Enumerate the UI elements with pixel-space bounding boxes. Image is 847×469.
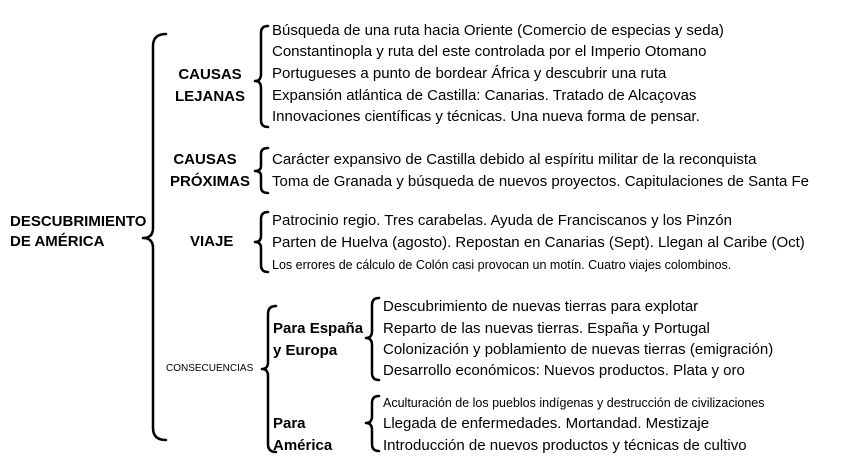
causas-lejanas-item: Portugueses a punto de bordear África y descubrir una ruta: [272, 65, 667, 82]
america-label-line2: América: [273, 437, 333, 454]
causas-lejanas-item: Búsqueda de una ruta hacia Oriente (Comercio de especias y seda): [272, 22, 724, 39]
espana-item: Reparto de las nuevas tierras. España y Portugal: [383, 320, 710, 337]
espana-bracket: [366, 298, 379, 380]
espana-item: Colonización y poblamiento de nuevas tierras (emigración): [383, 341, 774, 358]
espana-item: Desarrollo económicos: Nuevos productos. Plata y oro: [383, 362, 745, 379]
viaje-label: VIAJE: [190, 233, 234, 250]
causas-lejanas-label-line1: CAUSAS: [178, 66, 242, 83]
causas-lejanas-item: Innovaciones científicas y técnicas. Una nueva forma de pensar.: [272, 108, 700, 125]
root-title-line2: DE AMÉRICA: [10, 233, 105, 250]
causas-proximas-item: Toma de Granada y búsqueda de nuevos proyectos. Capitulaciones de Santa Fe: [272, 173, 810, 190]
america-bracket: [366, 396, 379, 451]
causas-lejanas-label-line2: LEJANAS: [174, 88, 245, 105]
america-item: Llegada de enfermedades. Mortandad. Mestizaje: [383, 415, 710, 432]
espana-item: Descubrimiento de nuevas tierras para explotar: [383, 298, 699, 315]
viaje-item: Patrocinio regio. Tres carabelas. Ayuda de Franciscanos y los Pinzón: [272, 212, 732, 229]
america-item: Introducción de nuevos productos y técnicas de cultivo: [383, 437, 747, 454]
causas-proximas-label-line2: PRÓXIMAS: [169, 173, 250, 190]
viaje-bracket: [255, 212, 268, 272]
america-item: Aculturación de los pueblos indígenas y destrucción de civilizaciones: [383, 396, 765, 410]
causas-lejanas-item: Expansión atlántica de Castilla: Canarias. Tratado de Alcaçovas: [272, 87, 697, 104]
consecuencias-label: CONSECUENCIAS: [166, 363, 254, 374]
viaje-item: Los errores de cálculo de Colón casi provocan un motín. Cuatro viajes colombinos.: [272, 258, 732, 272]
america-label-line1: Para: [273, 415, 306, 432]
viaje-item: Parten de Huelva (agosto). Repostan en Canarias (Sept). Llegan al Caribe (Oct): [272, 234, 805, 251]
root-title-line1: DESCUBRIMIENTO: [10, 213, 147, 230]
espana-label-line2: y Europa: [273, 342, 338, 359]
causas-proximas-label-line1: CAUSAS: [173, 151, 237, 168]
causas-lejanas-item: Constantinopla y ruta del este controlada por el Imperio Otomano: [272, 43, 707, 60]
espana-label-line1: Para España: [273, 320, 364, 337]
causas-proximas-item: Carácter expansivo de Castilla debido al espíritu militar de la reconquista: [272, 151, 757, 168]
